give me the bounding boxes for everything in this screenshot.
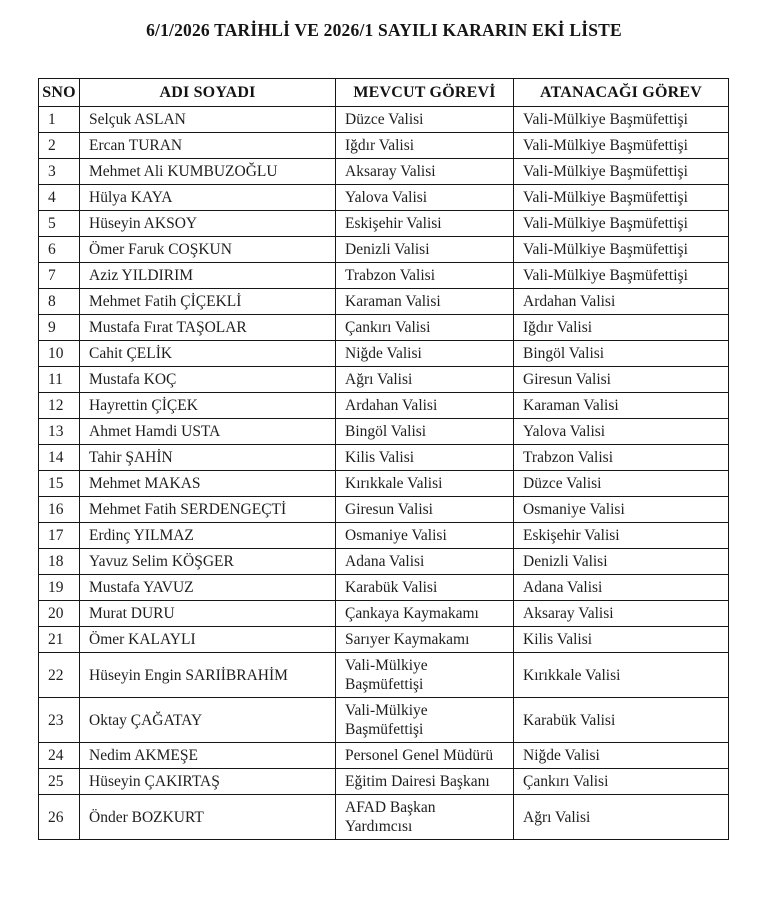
cell-current-role: Çankırı Valisi (336, 315, 514, 341)
cell-name: Cahit ÇELİK (80, 341, 336, 367)
cell-sno: 7 (39, 263, 80, 289)
cell-sno: 25 (39, 769, 80, 795)
cell-name: Ercan TURAN (80, 133, 336, 159)
cell-sno: 18 (39, 549, 80, 575)
cell-current-role: Karabük Valisi (336, 575, 514, 601)
table-row (39, 601, 729, 627)
cell-sno: 15 (39, 471, 80, 497)
cell-sno: 13 (39, 419, 80, 445)
cell-new-role: Iğdır Valisi (514, 315, 729, 341)
cell-new-role: Karaman Valisi (514, 393, 729, 419)
cell-sno: 1 (39, 107, 80, 133)
cell-current-role: Personel Genel Müdürü (336, 743, 514, 769)
cell-current-role: Vali-Mülkiye Başmüfettişi (336, 698, 514, 743)
cell-name: Ahmet Hamdi USTA (80, 419, 336, 445)
cell-current-role: Giresun Valisi (336, 497, 514, 523)
cell-sno: 4 (39, 185, 80, 211)
cell-new-role: Vali-Mülkiye Başmüfettişi (514, 263, 729, 289)
table-row (39, 393, 729, 419)
cell-current-role: Yalova Valisi (336, 185, 514, 211)
cell-name: Mehmet Ali KUMBUZOĞLU (80, 159, 336, 185)
table-row (39, 289, 729, 315)
cell-current-role: Düzce Valisi (336, 107, 514, 133)
cell-current-role: Aksaray Valisi (336, 159, 514, 185)
cell-sno: 20 (39, 601, 80, 627)
table-row (39, 367, 729, 393)
cell-sno: 12 (39, 393, 80, 419)
table-row (39, 159, 729, 185)
table-row (39, 549, 729, 575)
cell-current-role: Adana Valisi (336, 549, 514, 575)
column-header-name: ADI SOYADI (80, 79, 336, 107)
cell-name: Mustafa KOÇ (80, 367, 336, 393)
cell-new-role: Vali-Mülkiye Başmüfettişi (514, 237, 729, 263)
cell-sno: 9 (39, 315, 80, 341)
cell-sno: 16 (39, 497, 80, 523)
cell-current-role: Ardahan Valisi (336, 393, 514, 419)
cell-new-role: Ardahan Valisi (514, 289, 729, 315)
column-header-new-role: ATANACAĞI GÖREV (514, 79, 729, 107)
table-body (39, 107, 729, 840)
cell-current-role: Niğde Valisi (336, 341, 514, 367)
cell-new-role: Kilis Valisi (514, 627, 729, 653)
cell-sno: 24 (39, 743, 80, 769)
cell-sno: 5 (39, 211, 80, 237)
cell-sno: 26 (39, 795, 80, 840)
cell-new-role: Eskişehir Valisi (514, 523, 729, 549)
cell-current-role: Eskişehir Valisi (336, 211, 514, 237)
table-row (39, 698, 729, 743)
assignment-table (38, 78, 729, 840)
cell-name: Erdinç YILMAZ (80, 523, 336, 549)
cell-name: Hülya KAYA (80, 185, 336, 211)
cell-current-role: Iğdır Valisi (336, 133, 514, 159)
cell-name: Hüseyin AKSOY (80, 211, 336, 237)
cell-name: Ömer KALAYLI (80, 627, 336, 653)
cell-new-role: Trabzon Valisi (514, 445, 729, 471)
cell-current-role: Sarıyer Kaymakamı (336, 627, 514, 653)
cell-new-role: Kırıkkale Valisi (514, 653, 729, 698)
cell-new-role: Aksaray Valisi (514, 601, 729, 627)
cell-name: Ömer Faruk COŞKUN (80, 237, 336, 263)
cell-sno: 14 (39, 445, 80, 471)
table-row (39, 795, 729, 840)
table-row (39, 627, 729, 653)
cell-name: Nedim AKMEŞE (80, 743, 336, 769)
cell-new-role: Karabük Valisi (514, 698, 729, 743)
column-header-sno: SNO (39, 79, 80, 107)
cell-name: Murat DURU (80, 601, 336, 627)
cell-name: Tahir ŞAHİN (80, 445, 336, 471)
cell-sno: 21 (39, 627, 80, 653)
table-row (39, 185, 729, 211)
cell-name: Mustafa Fırat TAŞOLAR (80, 315, 336, 341)
cell-name: Önder BOZKURT (80, 795, 336, 840)
cell-new-role: Niğde Valisi (514, 743, 729, 769)
table-row (39, 133, 729, 159)
cell-new-role: Giresun Valisi (514, 367, 729, 393)
cell-new-role: Adana Valisi (514, 575, 729, 601)
cell-new-role: Denizli Valisi (514, 549, 729, 575)
table-row (39, 445, 729, 471)
table-header-row (39, 79, 729, 107)
cell-name: Yavuz Selim KÖŞGER (80, 549, 336, 575)
table-row (39, 769, 729, 795)
cell-name: Mehmet MAKAS (80, 471, 336, 497)
cell-sno: 6 (39, 237, 80, 263)
cell-new-role: Ağrı Valisi (514, 795, 729, 840)
cell-new-role: Düzce Valisi (514, 471, 729, 497)
cell-current-role: Eğitim Dairesi Başkanı (336, 769, 514, 795)
cell-name: Aziz YILDIRIM (80, 263, 336, 289)
cell-new-role: Yalova Valisi (514, 419, 729, 445)
table-row (39, 237, 729, 263)
cell-current-role: AFAD Başkan Yardımcısı (336, 795, 514, 840)
table-row (39, 497, 729, 523)
table-row (39, 211, 729, 237)
cell-name: Mehmet Fatih ÇİÇEKLİ (80, 289, 336, 315)
cell-name: Mustafa YAVUZ (80, 575, 336, 601)
cell-current-role: Karaman Valisi (336, 289, 514, 315)
table-row (39, 575, 729, 601)
cell-current-role: Bingöl Valisi (336, 419, 514, 445)
table-row (39, 653, 729, 698)
table-row (39, 419, 729, 445)
cell-new-role: Vali-Mülkiye Başmüfettişi (514, 159, 729, 185)
cell-name: Selçuk ASLAN (80, 107, 336, 133)
cell-current-role: Çankaya Kaymakamı (336, 601, 514, 627)
cell-current-role: Ağrı Valisi (336, 367, 514, 393)
cell-new-role: Vali-Mülkiye Başmüfettişi (514, 185, 729, 211)
cell-name: Hüseyin Engin SARIİBRAHİM (80, 653, 336, 698)
cell-sno: 22 (39, 653, 80, 698)
cell-new-role: Bingöl Valisi (514, 341, 729, 367)
cell-sno: 10 (39, 341, 80, 367)
cell-sno: 11 (39, 367, 80, 393)
table-row (39, 107, 729, 133)
cell-new-role: Osmaniye Valisi (514, 497, 729, 523)
column-header-current-role: MEVCUT GÖREVİ (336, 79, 514, 107)
cell-new-role: Çankırı Valisi (514, 769, 729, 795)
cell-sno: 8 (39, 289, 80, 315)
cell-current-role: Denizli Valisi (336, 237, 514, 263)
cell-name: Mehmet Fatih SERDENGEÇTİ (80, 497, 336, 523)
cell-sno: 19 (39, 575, 80, 601)
cell-sno: 17 (39, 523, 80, 549)
cell-new-role: Vali-Mülkiye Başmüfettişi (514, 133, 729, 159)
cell-name: Hayrettin ÇİÇEK (80, 393, 336, 419)
cell-name: Oktay ÇAĞATAY (80, 698, 336, 743)
table-row (39, 743, 729, 769)
cell-current-role: Kilis Valisi (336, 445, 514, 471)
table-row (39, 471, 729, 497)
table-row (39, 263, 729, 289)
table-row (39, 341, 729, 367)
cell-sno: 2 (39, 133, 80, 159)
cell-name: Hüseyin ÇAKIRTAŞ (80, 769, 336, 795)
cell-new-role: Vali-Mülkiye Başmüfettişi (514, 107, 729, 133)
document-title: 6/1/2026 TARİHLİ VE 2026/1 SAYILI KARARIN EKİ LİSTE (146, 20, 622, 40)
cell-current-role: Kırıkkale Valisi (336, 471, 514, 497)
cell-current-role: Trabzon Valisi (336, 263, 514, 289)
cell-new-role: Vali-Mülkiye Başmüfettişi (514, 211, 729, 237)
table-row (39, 523, 729, 549)
cell-current-role: Osmaniye Valisi (336, 523, 514, 549)
cell-sno: 23 (39, 698, 80, 743)
cell-sno: 3 (39, 159, 80, 185)
cell-current-role: Vali-Mülkiye Başmüfettişi (336, 653, 514, 698)
table-row (39, 315, 729, 341)
